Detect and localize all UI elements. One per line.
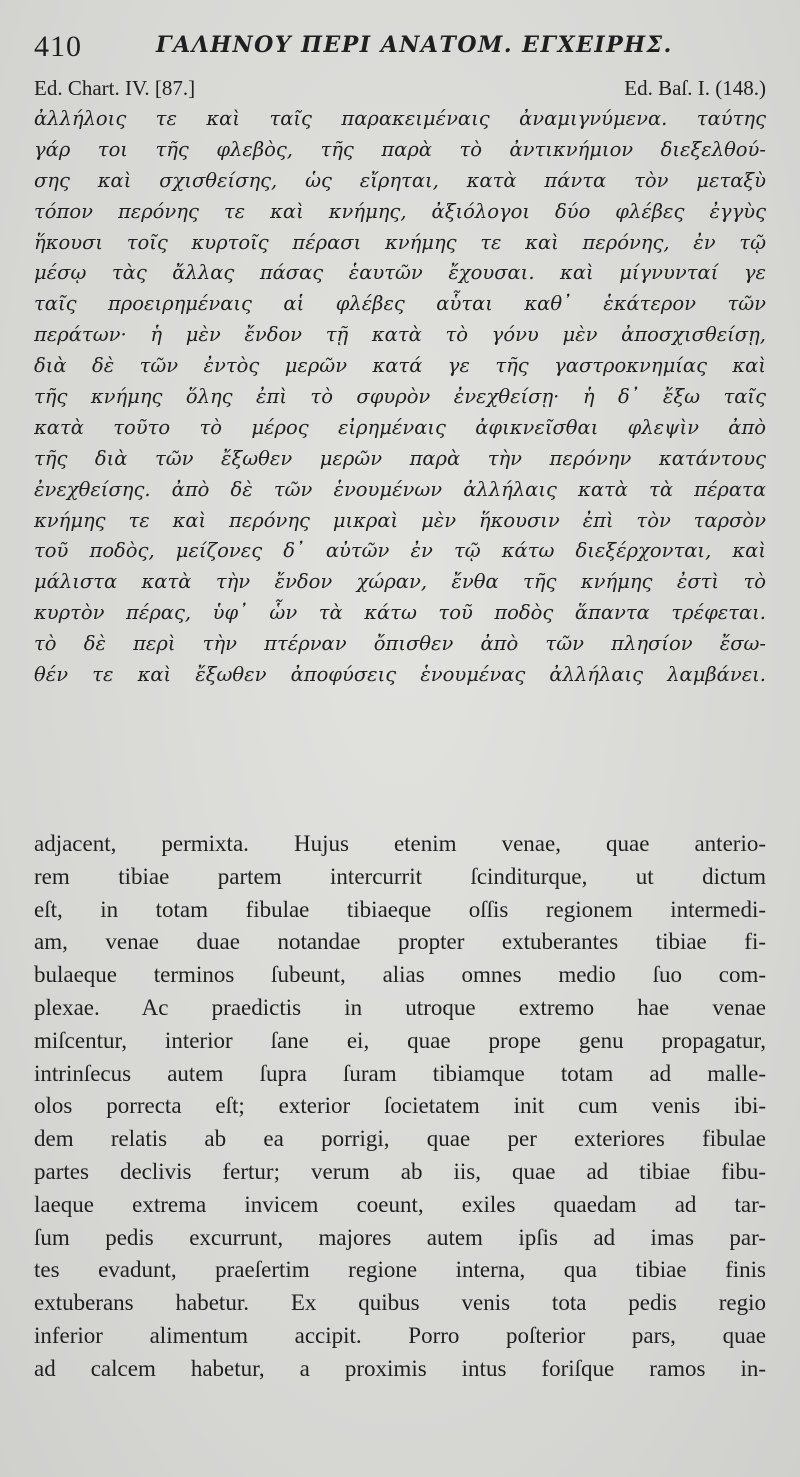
edition-references (34, 76, 766, 104)
latin-line: tes evadunt, praeſertim regione interna, qua tibiae finis (34, 1257, 766, 1283)
greek-line: τῆς διὰ τῶν ἔξωθεν μερῶν παρὰ τὴν περόνην κατάντους (34, 446, 766, 470)
greek-line: θέν τε καὶ ἔξωθεν ἀποφύσεις ἑνουμένας ἀλλήλαις λαμβάνει. (34, 663, 766, 687)
latin-line: adjacent, permixta. Hujus etenim venae, quae anterio- (34, 831, 766, 856)
latin-line: bulaeque terminos ſubeunt, alias omnes medio ſuo com- (34, 962, 766, 988)
greek-line: τῆς κνήμης ὅλης ἐπὶ τὸ σφυρὸν ἐνεχθείσῃ· ἡ δ᾽ ἔξω ταῖς (34, 385, 766, 409)
greek-line: κατὰ τοῦτο τὸ μέρος εἰρημέναις ἀφικνεῖσθαι φλεψὶν ἀπὸ (34, 415, 766, 439)
latin-line: dem relatis ab ea porrigi, quae per exteriores fibulae (34, 1126, 766, 1152)
greek-line: ἥκουσι τοῖς κυρτοῖς πέρασι κνήμης τε καὶ περόνης, ἐν τῷ (34, 230, 766, 254)
greek-line: τὸ δὲ περὶ τὴν πτέρναν ὄπισθεν ἀπὸ τῶν πλησίον ἔσω- (34, 632, 766, 656)
latin-line: ad calcem habetur, a proximis intus foriſque ramos in- (34, 1355, 766, 1381)
running-title: ΓΑΛΗΝΟΥ ΠΕΡΙ ΑΝΑΤΟΜ. ΕΓΧΕΙΡΗΣ. (156, 32, 673, 58)
latin-line: laeque extrema invicem coeunt, exiles quaedam ad tar- (34, 1191, 766, 1217)
page-header (34, 30, 774, 64)
greek-line: γάρ τοι τῆς φλεβὸς, τῆς παρὰ τὸ ἀντικνήμιον διεξελθού- (34, 137, 766, 161)
latin-line: plexae. Ac praedictis in utroque extremo hae venae (34, 994, 766, 1020)
latin-line: inferior alimentum accipit. Porro poſterior pars, quae (34, 1322, 766, 1348)
greek-line: ταῖς προειρημέναις αἱ φλέβες αὗται καθ᾽ ἑκάτερον τῶν (34, 292, 766, 316)
page-number: 410 (34, 30, 82, 63)
edition-chart-reference: Ed. Chart. IV. [87.] (34, 76, 196, 100)
latin-line: miſcentur, interior ſane ei, quae prope genu propagatur, (34, 1027, 766, 1053)
latin-line: partes declivis fertur; verum ab iis, quae ad tibiae fibu- (34, 1158, 766, 1184)
greek-line: κνήμης τε καὶ περόνης μικραὶ μὲν ἥκουσιν ἐπὶ τὸν ταρσὸν (34, 508, 766, 532)
latin-line: olos porrecta eſt; exterior ſocietatem init cum venis ibi- (34, 1093, 766, 1119)
greek-line: σης καὶ σχισθείσης, ὡς εἴρηται, κατὰ πάντα τὸν μεταξὺ (34, 168, 766, 192)
greek-line: μέσῳ τὰς ἄλλας πάσας ἑαυτῶν ἔχουσαι. καὶ μίγνυνταί γε (34, 261, 766, 285)
edition-basel-reference: Ed. Baſ. I. (148.) (624, 76, 766, 100)
latin-text-block (34, 828, 766, 1386)
greek-line: τοῦ ποδὸς, μείζονες δ᾽ αὐτῶν ἐν τῷ κάτω διεξέρχονται, καὶ (34, 539, 766, 563)
greek-text-block (34, 104, 766, 691)
latin-line: extuberans habetur. Ex quibus venis tota pedis regio (34, 1290, 766, 1316)
greek-line: ἀλλήλοις τε καὶ ταῖς παρακειμέναις ἀναμιγνύμενα. ταύτης (34, 107, 766, 130)
greek-line: περάτων· ἡ μὲν ἔνδον τῇ κατὰ τὸ γόνυ μὲν ἀποσχισθείσῃ, (34, 323, 766, 347)
latin-line: eſt, in totam fibulae tibiaeque oſſis regionem intermedi- (34, 896, 766, 922)
latin-line: ſum pedis excurrunt, majores autem ipſis ad imas par- (34, 1224, 766, 1250)
latin-line: rem tibiae partem intercurrit ſcinditurque, ut dictum (34, 863, 766, 889)
greek-line: ἐνεχθείσης. ἀπὸ δὲ τῶν ἑνουμένων ἀλλήλαις κατὰ τὰ πέρατα (34, 477, 766, 501)
latin-line: am, venae duae notandae propter extuberantes tibiae fi- (34, 929, 766, 955)
greek-line: διὰ δὲ τῶν ἐντὸς μερῶν κατά γε τῆς γαστροκνημίας καὶ (34, 354, 766, 378)
greek-line: μάλιστα κατὰ τὴν ἔνδον χώραν, ἔνθα τῆς κνήμης ἐστὶ τὸ (34, 570, 766, 594)
greek-line: κυρτὸν πέρας, ὑφ᾽ ὧν τὰ κάτω τοῦ ποδὸς ἅπαντα τρέφεται. (34, 601, 766, 625)
latin-line: intrinſecus autem ſupra ſuram tibiamque totam ad malle- (34, 1060, 766, 1086)
greek-line: τόπον περόνης τε καὶ κνήμης, ἀξιόλογοι δύο φλέβες ἐγγὺς (34, 199, 766, 223)
